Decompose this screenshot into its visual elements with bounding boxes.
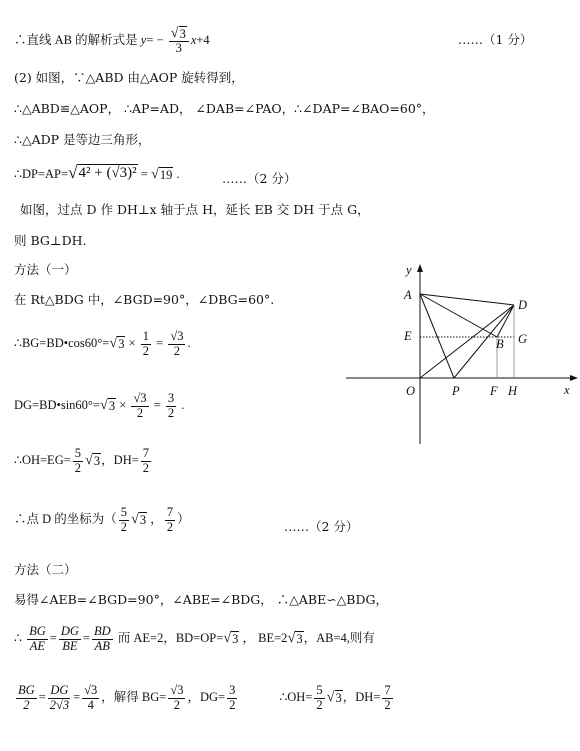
y-axis-arrow (417, 264, 423, 272)
label-O: O (406, 384, 416, 398)
line-8: 方法（一） (14, 262, 77, 277)
y-var: y (140, 32, 147, 47)
line-3: ∴△ABD≌△AOP， ∴AP=AD， ∠DAB=∠PAO，∴∠DAP=∠BAO=60°， (14, 101, 435, 116)
label-y: y (406, 263, 412, 277)
eq: = (137, 167, 151, 181)
dot: . (173, 167, 180, 181)
segment-AB (420, 294, 497, 337)
eq: = − (146, 32, 164, 47)
points-13: ……（2 分） (284, 519, 359, 534)
sqrt-expr: √ 4² + (√3)² (68, 163, 137, 182)
line-6: 如图，过点 D 作 DH⊥x 轴于点 H，延长 EB 交 DH 于点 G， (20, 202, 370, 217)
sqrt-19: √ 19 (150, 166, 173, 182)
line-7: 则 BG⊥DH. (14, 233, 87, 248)
line-9: 在 Rt△BDG 中，∠BGD=90°，∠DBG=60°. (14, 292, 275, 307)
line-13: ∴点 D 的坐标为（ $\frac{5}{2}$ √ 3 ， $\frac{7}{2}$ ） (14, 505, 190, 534)
segment-PD (454, 305, 514, 378)
geometry-figure (340, 262, 580, 447)
points-5: ……（2 分） (222, 171, 297, 186)
label-E: E (404, 329, 412, 343)
label-H: H (508, 384, 518, 398)
line-2: (2) 如图，∵△ABD 由△AOP 旋转得到， (14, 70, 244, 85)
line-5-prefix: ∴DP=AP= (14, 167, 69, 181)
segment-BD (497, 305, 514, 337)
label-F: F (490, 384, 498, 398)
label-P: P (452, 384, 460, 398)
line-5 (14, 164, 180, 182)
line-15: 易得∠AEB=∠BGD=90°，∠ABE=∠BDG， ∴△ABE∽△BDG， (14, 592, 388, 607)
line-17: $\frac{BG}{2}$ = $\frac{DG}{2√3}$ = $\frac{√3}{4}$ ，解得 BG= $\frac{√3}{2}$ ，DG= $\frac{3}{2}$ ∴OH= $\frac{5}{2}$ √ 3 ，DH= $\frac{7}{2}$ (18, 683, 391, 712)
label-B: B (496, 337, 504, 351)
label-G: G (518, 332, 528, 346)
line-1 (14, 26, 210, 56)
label-A: A (404, 288, 412, 302)
label-x: x (564, 383, 570, 397)
line-14: 方法（二） (14, 562, 77, 577)
line-10: ∴BG=BD•cos60°= √ 3 × $\frac{1}{2}$ = $\frac{√3}{2}$ . (14, 329, 191, 358)
segment-AD (420, 294, 514, 305)
fraction: √ 3 3 (169, 26, 189, 56)
line-12: ∴OH=EG= $\frac{5}{2}$ √ 3 ，DH= $\frac{7}{2}$ (14, 446, 150, 475)
x-var: x (190, 32, 197, 47)
x-axis-arrow (570, 375, 578, 381)
label-D: D (518, 298, 528, 312)
points-1: ……（1 分） (458, 32, 533, 47)
line-1-prefix: ∴直线 AB 的解析式是 (14, 32, 141, 47)
line-4: ∴△ADP 是等边三角形， (14, 132, 151, 147)
line-16: ∴ $\frac{BG}{AE}$ = $\frac{DG}{BE}$ = $\frac{BD}{AB}$ 而 AE=2，BD=OP= √ 3 ， BE=2 √ 3 ，AB=4,则有 (14, 624, 375, 653)
line-11: DG=BD•sin60°= √ 3 × $\frac{√3}{2}$ = $\frac{3}{2}$ . (14, 391, 185, 420)
tail: +4 (196, 32, 210, 47)
